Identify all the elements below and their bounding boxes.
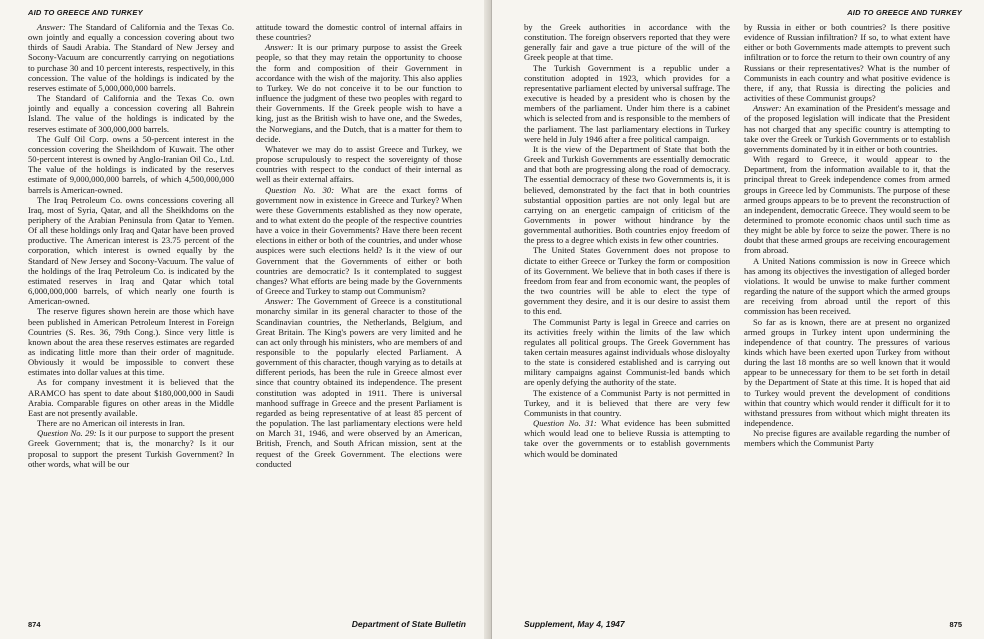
paragraph xyxy=(524,144,730,246)
paragraph-text: With regard to Greece, it would appear to the Department, from the information available to it, that the principal threat to Greek independence comes from armed groups in Greece led by Communists. The purpose of these armed groups appears to be to prevent the reconstruction of an independent, democratic Greece. They would seem to be determined to promote economic chaos until such time as they might be able by force to seize the power. There is no doubt that these armed groups are receiving encouragement from abroad. xyxy=(744,154,950,256)
paragraph xyxy=(256,185,462,297)
paragraph-lead: Answer: xyxy=(753,103,782,114)
paragraph-text: The Standard of California and the Texas Co. own jointly and equally a concession covering about two thirds of Saudi Arabia. The Standard of New Jersey and Socony-Vacuum are concurrently carrying on negotiations to purchase 30 and 10 percent interests, respectively, in this concession. The value of the holdings is indicated by the reserves estimate of 5,000,000,000 barrels. xyxy=(28,22,234,93)
paragraph xyxy=(524,418,730,459)
paragraph-text: The reserve figures shown herein are those which have been published in American Petroleum Interest in Foreign Countries (S. Res. 36, 79th Cong.). Since very little is known about the area these reserves estimates are regarded as indicating little more than their order of magnitude. Obviously it would be impossible to convert these estimates into dollar values at this time. xyxy=(28,306,234,378)
paragraph-text: An examination of the President's message and of the proposed legislation will indicate that the President has not charged that any specific country is attempting to take over the Greek or Turkish Governments or to establish governments dominated by it in either or both countries. xyxy=(744,103,950,154)
page-number-left: 874 xyxy=(28,620,41,629)
paragraph xyxy=(744,256,950,317)
paragraph-lead: Question No. 31: xyxy=(533,418,597,429)
left-page xyxy=(0,0,488,639)
running-head-right: AID TO GREECE AND TURKEY xyxy=(847,8,962,17)
footer-title-right: Supplement, May 4, 1947 xyxy=(524,619,625,629)
paragraph xyxy=(744,317,950,429)
left-column-1 xyxy=(28,22,234,612)
paragraph-text: Whatever we may do to assist Greece and Turkey, we propose scrupulously to respect the sovereignty of those countries with respect to the conduct of their internal as well as their external affairs. xyxy=(256,143,462,185)
paragraph-text: The Standard of California and the Texas Co. own jointly and equally a concession covering all Bahrein Island. The value of the holdings is indicated by the reserves estimate of 300,000,000 barrels. xyxy=(28,93,234,134)
paragraph-text: attitude toward the domestic control of internal affairs in these countries? xyxy=(256,22,462,43)
paragraph-text: It is the view of the Department of State that both the Greek and Turkish Governments are essentially democratic and that both are progressing along the road of democracy. The essential democracy of these two Governments is, it is believed, demonstrated by the fact that in both countries substantial opposition parties are not only legal but are carrying on an energetic campaign of criticism of the Governments in power without hindrance by the governmental authorities. Both countries enjoy freedom of the press to a degree which exists in few other countries. xyxy=(524,143,730,246)
paragraph xyxy=(524,245,730,316)
paragraph-text: The Communist Party is legal in Greece and carries on its activities freely within the limits of the law which regulates all political groups. The Greek Government has taken certain measures against individuals whose disloyalty to the state is considered established and is carrying out military campaigns against Communist-led bands which are openly defying the authority of the state. xyxy=(524,316,730,388)
paragraph xyxy=(256,296,462,469)
running-head-left: AID TO GREECE AND TURKEY xyxy=(28,8,143,17)
paragraph xyxy=(744,154,950,256)
paragraph xyxy=(256,42,462,144)
paragraph xyxy=(256,144,462,185)
paragraph-text: What are the exact forms of government now in existence in Greece and Turkey? When were these Governments established as they now operate, and to what extent do the people of the respective countries have a voice in their Governments? Have there been recent elections in either or both of the countries, and under whose auspices were such elections held? Is it the view of our Government that the Governments of either or both countries are democratic? Is it contemplated to suggest changes? What efforts are being made by the Governments of Greece and Turkey to stamp out Communism? xyxy=(256,184,462,297)
paragraph-text: It is our primary purpose to assist the Greek people, so that they may retain the opportunity to choose the form and composition of their Government in accordance with the wish of the majority. This also applies to Turkey. We do not conceive it to be our function to influence the judgment of these two peoples with regard to their Governments. If the Greek people wish to have a king, just as the British wish to have one, and the Swedes, the Norwegians, and the Dutch, that is a matter for them to decide. xyxy=(256,42,462,144)
paragraph xyxy=(524,388,730,418)
paragraph-lead: Answer: xyxy=(265,42,294,53)
paragraph-text: There are no American oil interests in Iran. xyxy=(37,418,185,429)
paragraph-lead: Answer: xyxy=(265,296,294,307)
paragraph-text: The United States Government does not propose to dictate to either Greece or Turkey the form or composition of its Government. We believe that in both cases if there is freedom from fear and from economic want, the peoples of the two countries will be able to elect the type of government they desire, and it is our desire to assist them to this end. xyxy=(524,245,730,317)
page-number-right: 875 xyxy=(949,620,962,629)
paragraph-lead: Question No. 29: xyxy=(37,428,97,439)
paragraph xyxy=(744,103,950,154)
paragraph xyxy=(744,22,950,103)
paragraph-text: A United Nations commission is now in Greece which has among its objectives the investigation of alleged border violations. It would be unwise to make further comment regarding the nature of the support which the armed groups are receiving from abroad until the report of this commission has been received. xyxy=(744,255,950,317)
paragraph-text: The Turkish Government is a republic under a constitution adopted in 1923, which provides for a representative parliament elected by universal suffrage. The executive is headed by a president who is chosen by the members of the parliament. Under him there is a cabinet which is selected from and is responsible to the members of the parliament. The last parliamentary elections in Turkey were held in July 1946 after a free political campaign. xyxy=(524,62,730,144)
paragraph-text: The existence of a Communist Party is not permitted in Turkey, and it is believed that there are very few Communists in that country. xyxy=(524,387,730,418)
paragraph xyxy=(744,428,950,448)
left-column-2 xyxy=(256,22,462,612)
paragraph-text: As for company investment it is believed that the ARAMCO has spent to date about $180,000,000 in Saudi Arabia. Comparable figures on other areas in the Middle East are not presently available. xyxy=(28,377,234,418)
paragraph xyxy=(524,22,730,63)
paragraph-lead: Question No. 30: xyxy=(265,184,335,195)
paragraph xyxy=(28,93,234,134)
paragraph xyxy=(28,195,234,307)
paragraph-text: Is it our purpose to support the present Greek Government; that is, the monarchy? Is it our proposal to support the present Turkish Government? In other words, what will be our xyxy=(28,428,234,469)
paragraph-text: The Gulf Oil Corp. owns a 50-percent interest in the concession covering the Sheikhdom of Kuwait. The other 50-percent interest is owned by Anglo-Iranian Oil Co., Ltd. The value of the holdings is indicated by the reserves estimate of 9,000,000,000 barrels, of which 4,500,000,000 barrels is American-owned. xyxy=(28,133,234,195)
paragraph-text: The Iraq Petroleum Co. owns concessions covering all Iraq, most of Syria, Qatar, and all the Sheikhdoms on the periphery of the Arabian Peninsula from Qatar to Yemen. Of all these holdings only Iraq and Qatar have been proved productive. The American interest is 23.75 percent of the corporation, which interest is owned equally by the Standard of New Jersey and Socony-Vacuum. The value of the holdings of the Iraq Petroleum Co. is indicated by the estimated reserves in Iraq and Qatar which total 6,000,000,000 barrels, of which nearly one fourth is American-owned. xyxy=(28,194,234,307)
paragraph-lead: Answer: xyxy=(37,22,66,32)
paragraph xyxy=(28,134,234,195)
paragraph-text: No precise figures are available regarding the number of members which the Communist Party xyxy=(744,428,950,449)
paragraph xyxy=(28,428,234,469)
paragraph xyxy=(28,22,234,93)
paragraph-text: by Russia in either or both countries? Is there positive evidence of Russian infiltration? If so, to what extent have either or both Governments made attempts to prevent such infiltration or to force the return to their own country of any Russians or their representatives? What is the number of Communists in each country and what positive evidence is there, if any, that Russia is directing the policies and activities of these Communist groups? xyxy=(744,22,950,104)
paragraph xyxy=(28,418,234,428)
paragraph-text: So far as is known, there are at present no organized armed groups in Turkey intent upon undermining the independence of that country. The pressures of various kinds which have been exerted upon Turkey from without during the last 18 months are so well known that it would appear to be unnecessary for them to be set forth in detail by the Department of State at this time. It is hoped that aid to Turkey would prevent the development of conditions within that country which would render it difficult for it to withstand pressures from without which might threaten its independence. xyxy=(744,316,950,429)
paragraph xyxy=(28,377,234,418)
paragraph xyxy=(524,317,730,388)
footer-title-left: Department of State Bulletin xyxy=(351,619,466,629)
paragraph xyxy=(28,306,234,377)
right-page xyxy=(492,0,984,639)
paragraph-text: What evidence has been submitted which would lead one to believe Russia is attempting to take over the governments or to establish governments which would be dominated xyxy=(524,418,730,459)
right-column-2 xyxy=(744,22,950,612)
paragraph-text: The Government of Greece is a constitutional monarchy similar in its general character to those of the Scandinavian countries, the Netherlands, Belgium, and Great Britain. The King's powers are very limited and he can act only through his ministers, who are members of and responsible to the popularly elected Parliament. A government of this character, though varying as to details at different periods, has been the rule in Greece almost ever since that country obtained its independence. The present constitution was adopted in 1911. There is universal manhood suffrage in Greece and the present Parliament is regarded as being representative of at least 85 percent of the population. The last parliamentary elections were held on March 31, 1946, and were observed by an American, British, French, and South African mission, sent at the request of the Greek Government. The elections were conducted xyxy=(256,296,462,469)
paragraph xyxy=(524,63,730,144)
right-column-1 xyxy=(524,22,730,612)
paragraph-text: by the Greek authorities in accordance with the constitution. The foreign observers reported that they were generally fair and gave a true picture of the will of the Greek people at that time. xyxy=(524,22,730,63)
paragraph xyxy=(256,22,462,42)
